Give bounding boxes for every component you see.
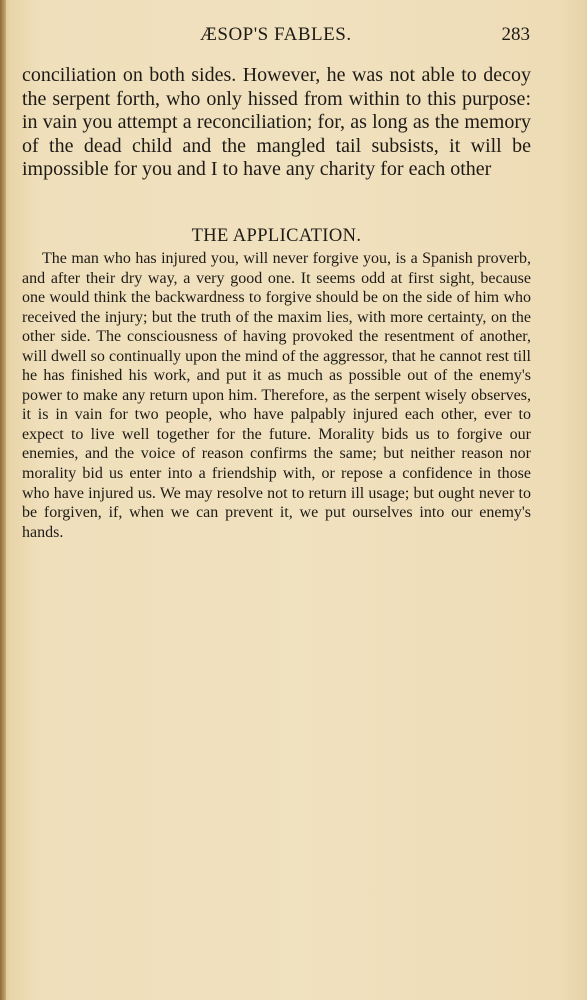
running-title: ÆSOP'S FABLES. bbox=[200, 24, 352, 45]
fable-text: conciliation on both sides. However, he was not able to decoy the serpent forth, who only hissed from within to this purpose: in vain you attempt a reconciliation; for, as long as the memory of the dead child and the mangled tail subsists, it will be impossible for you and I to have any charity for each other bbox=[22, 64, 531, 181]
application-heading: THE APPLICATION. bbox=[191, 226, 362, 246]
application-text: The man who has injured you, will never forgive you, is a Spanish proverb, and after their dry way, a very good one. It seems odd at first sight, because one would think the backwardness to forgive should be on the side of him who received the injury; but the truth of the maxim lies, with more certainty, on the other side. The consciousness of having provoked the resentment of another, will dwell so continually upon the mind of the aggressor, that he cannot rest till he has finished his work, and put it as much as possible out of the enemy's power to make any return upon him. Therefore, as the serpent wisely observes, it is in vain for two people, who have palpably injured each other, ever to expect to live well together for the future. Morality bids us to forgive our enemies, and the voice of reason confirms the same; but neither reason nor morality bid us enter into a friendship with, or repose a confidence in those who have injured us. We may resolve not to return ill usage; but ought never to be forgiven, if, when we can prevent it, we put ourselves into our enemy's hands. bbox=[22, 250, 531, 541]
page-gutter bbox=[0, 0, 6, 1000]
running-header bbox=[20, 24, 530, 52]
page-number: 283 bbox=[501, 24, 530, 45]
